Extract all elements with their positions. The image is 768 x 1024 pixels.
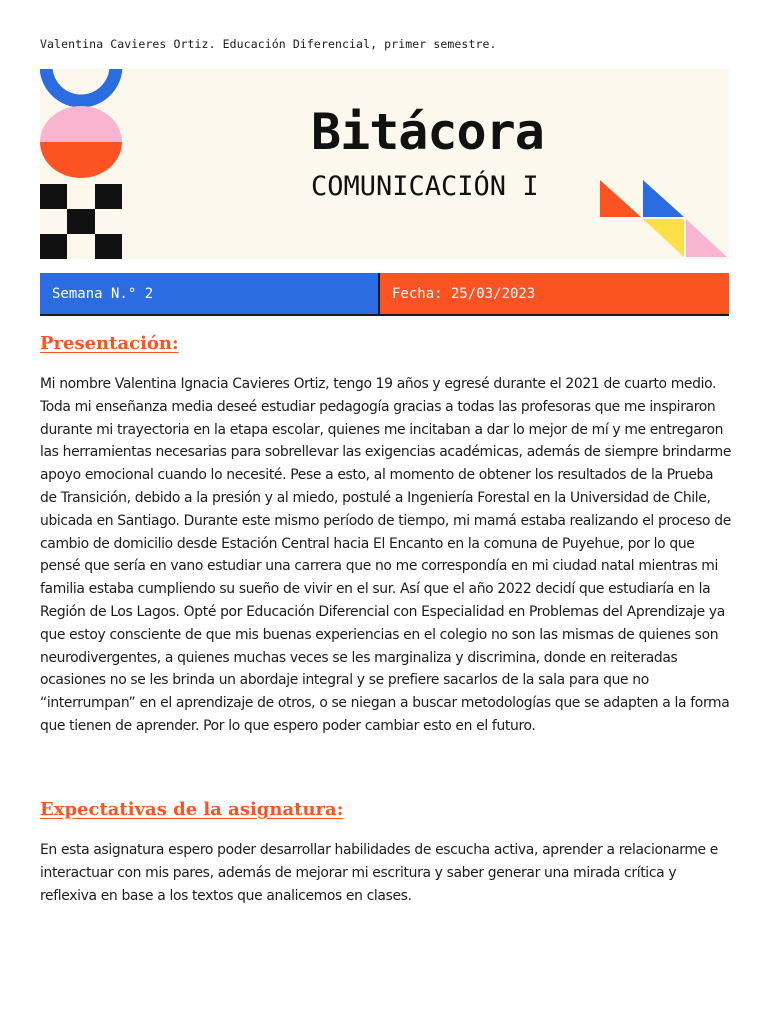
section-heading-presentacion: Presentación: (40, 333, 179, 354)
geometric-decoration-right (599, 179, 729, 259)
title-banner (40, 69, 729, 259)
section-body-presentacion: Mi nombre Valentina Ignacia Cavieres Ortiz, tengo 19 años y egresé durante el 2021 de cuarto medio. Toda mi enseñanza media deseé estudiar pedagogía gracias a todas las profesoras que me inspiraron durante mi trayectoria en la etapa escolar, quienes me incitaban a dar lo mejor de mí y me entregaron las herramientas necesarias para sobrellevar las exigencias académicas, además de siempre brindarme apoyo emocional cuando lo necesité. Pese a esto, al momento de obtener los resultados de la Prueba de Transición, debido a la presión y al miedo, postulé a Ingeniería Forestal en la Universidad de Chile, ubicada en Santiago. Durante este mismo período de tiempo, mi mamá estaba realizando el proceso de cambio de domicilio desde Estación Central hacia El Encanto en la comuna de Puyehue, por lo que pensé que sería en vano estudiar una carrera que no me correspondía en mi ciudad natal mientras mi familia estaba cumpliendo su sueño de vivir en el sur. Así que el año 2022 decidí que estudiaría en la Región de Los Lagos. Opté por Educación Diferencial con Especialidad en Problemas del Aprendizaje ya que estoy consciente de que mis buenas experiencias en el colegio no son las mismas de quienes son neurodivergentes, a quienes muchas veces se les marginaliza y discrimina, donde en reiteradas ocasiones no se les brinda un abordaje integral y se prefiere sacarlos de la sala para que no “interrumpan” en el aprendizaje de otros, o se niegan a buscar metodologías que se adapten a la forma que tienen de aprender. Por lo que espero poder cambiar esto en el futuro. (40, 376, 732, 734)
week-number: Semana N.° 2 (40, 273, 380, 314)
author-line: Valentina Cavieres Ortiz. Educación Diferencial, primer semestre. (40, 37, 497, 51)
document-title: Bitácora (311, 103, 544, 161)
section-heading-expectativas: Expectativas de la asignatura: (40, 799, 344, 820)
section-body-expectativas: En esta asignatura espero poder desarrollar habilidades de escucha activa, aprender a relacionarme e interactuar con mis pares, además de mejorar mi escritura y saber generar una mirada crítica y reflexiva en base a los textos que analicemos en clases. (40, 842, 718, 904)
entry-date: Fecha: 25/03/2023 (380, 273, 729, 314)
course-subtitle: COMUNICACIÓN I (311, 171, 539, 202)
geometric-decoration-left (40, 69, 130, 259)
info-bar (40, 273, 729, 316)
